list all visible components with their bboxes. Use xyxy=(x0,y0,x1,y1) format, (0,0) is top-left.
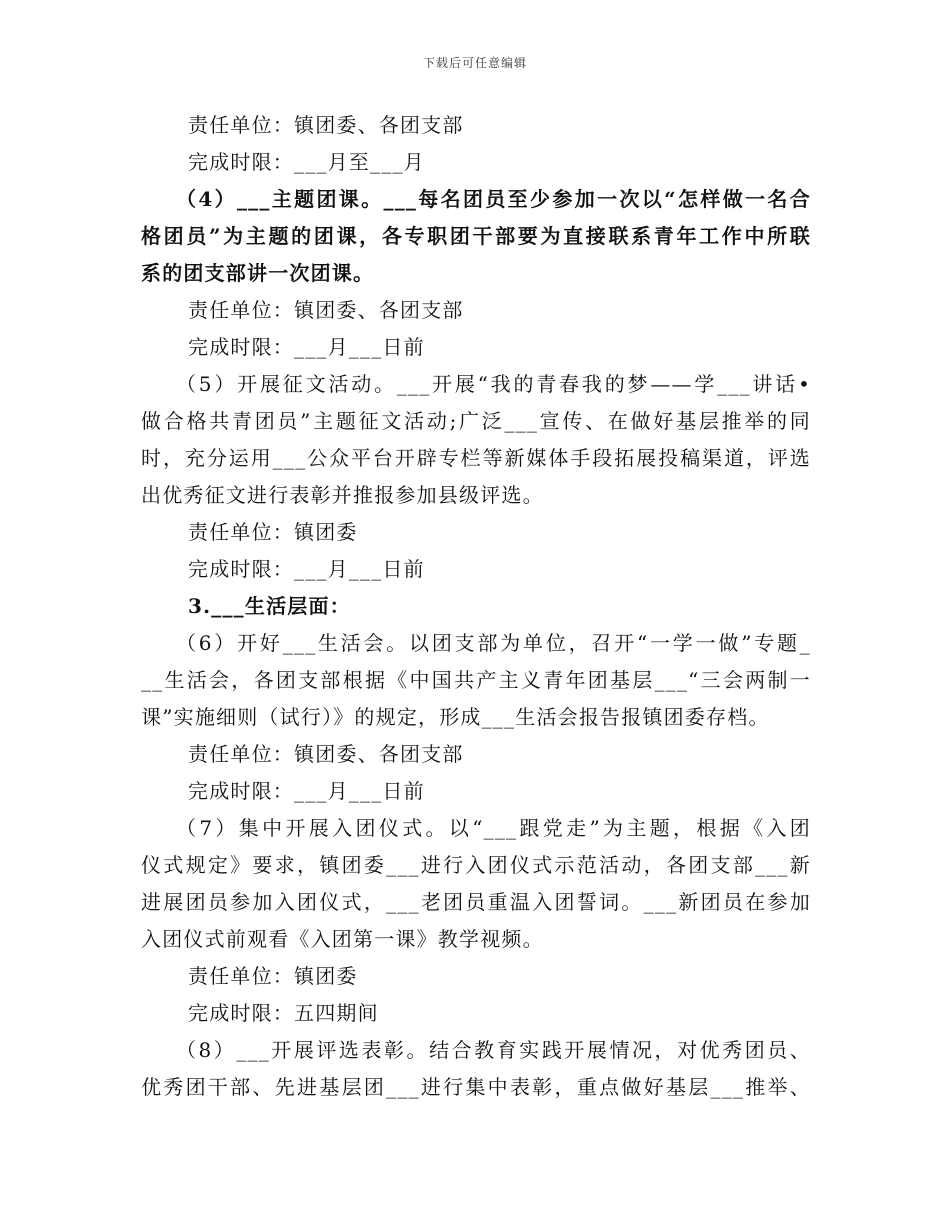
line-l13: 完成时限：___月___日前 xyxy=(188,557,425,581)
line-l18: 责任单位：镇团委、各团支部 xyxy=(188,742,464,766)
line-l17: 课”实施细则（试行）》的规定，形成___生活会报告报镇团委存档。 xyxy=(141,705,770,729)
line-l11: 出优秀征文进行表彰并推报参加县级评选。 xyxy=(141,483,544,507)
line-l25: 完成时限：五四期间 xyxy=(188,1001,379,1025)
line-l26: （8）___开展评选表彰。结合教育实践开展情况，对优秀团员、 xyxy=(176,1038,811,1062)
line-l10: 时，充分运用___公众平台开辟专栏等新媒体手段拓展投稿渠道，评选 xyxy=(141,446,811,470)
line-l07: 完成时限：___月___日前 xyxy=(188,335,425,359)
line-l04: 格团员”为主题的团课，各专职团干部要为直接联系青年工作中所联 xyxy=(141,224,811,248)
line-l15: （6）开好___生活会。以团支部为单位，召开“一学一做”专题_ xyxy=(176,631,811,655)
line-l14: 3.___生活层面： xyxy=(188,594,351,618)
line-l24: 责任单位：镇团委 xyxy=(188,964,358,988)
line-l16: __生活会，各团支部根据《中国共产主义青年团基层___“三会两制一 xyxy=(141,668,811,692)
document-body xyxy=(141,107,811,1106)
page-header: 下载后可任意编辑 xyxy=(422,56,527,70)
line-l06: 责任单位：镇团委、各团支部 xyxy=(188,298,464,322)
line-l05: 系的团支部讲一次团课。 xyxy=(141,261,375,285)
line-l01: 责任单位：镇团委、各团支部 xyxy=(188,113,464,137)
line-l22: 进展团员参加入团仪式，___老团员重温入团誓词。___新团员在参加 xyxy=(141,890,811,914)
line-l19: 完成时限：___月___日前 xyxy=(188,779,425,803)
line-l02: 完成时限：___月至___月 xyxy=(188,150,425,174)
line-l27: 优秀团干部、先进基层团___进行集中表彰，重点做好基层___推举、 xyxy=(141,1075,811,1099)
line-l12: 责任单位：镇团委 xyxy=(188,520,358,544)
line-l03: （4）___主题团课。___每名团员至少参加一次以“怎样做一名合 xyxy=(176,187,811,211)
line-l23: 入团仪式前观看《入团第一课》教学视频。 xyxy=(141,927,544,951)
line-l09: 做合格共青团员”主题征文活动;广泛___宣传、在做好基层推举的同 xyxy=(141,409,811,433)
line-l21: 仪式规定》要求，镇团委___进行入团仪式示范活动，各团支部___新 xyxy=(141,853,811,877)
line-l20: （7）集中开展入团仪式。以“___跟党走”为主题，根据《入团 xyxy=(176,816,811,840)
line-l08: （5）开展征文活动。___开展“我的青春我的梦——学___讲话• xyxy=(176,372,811,396)
